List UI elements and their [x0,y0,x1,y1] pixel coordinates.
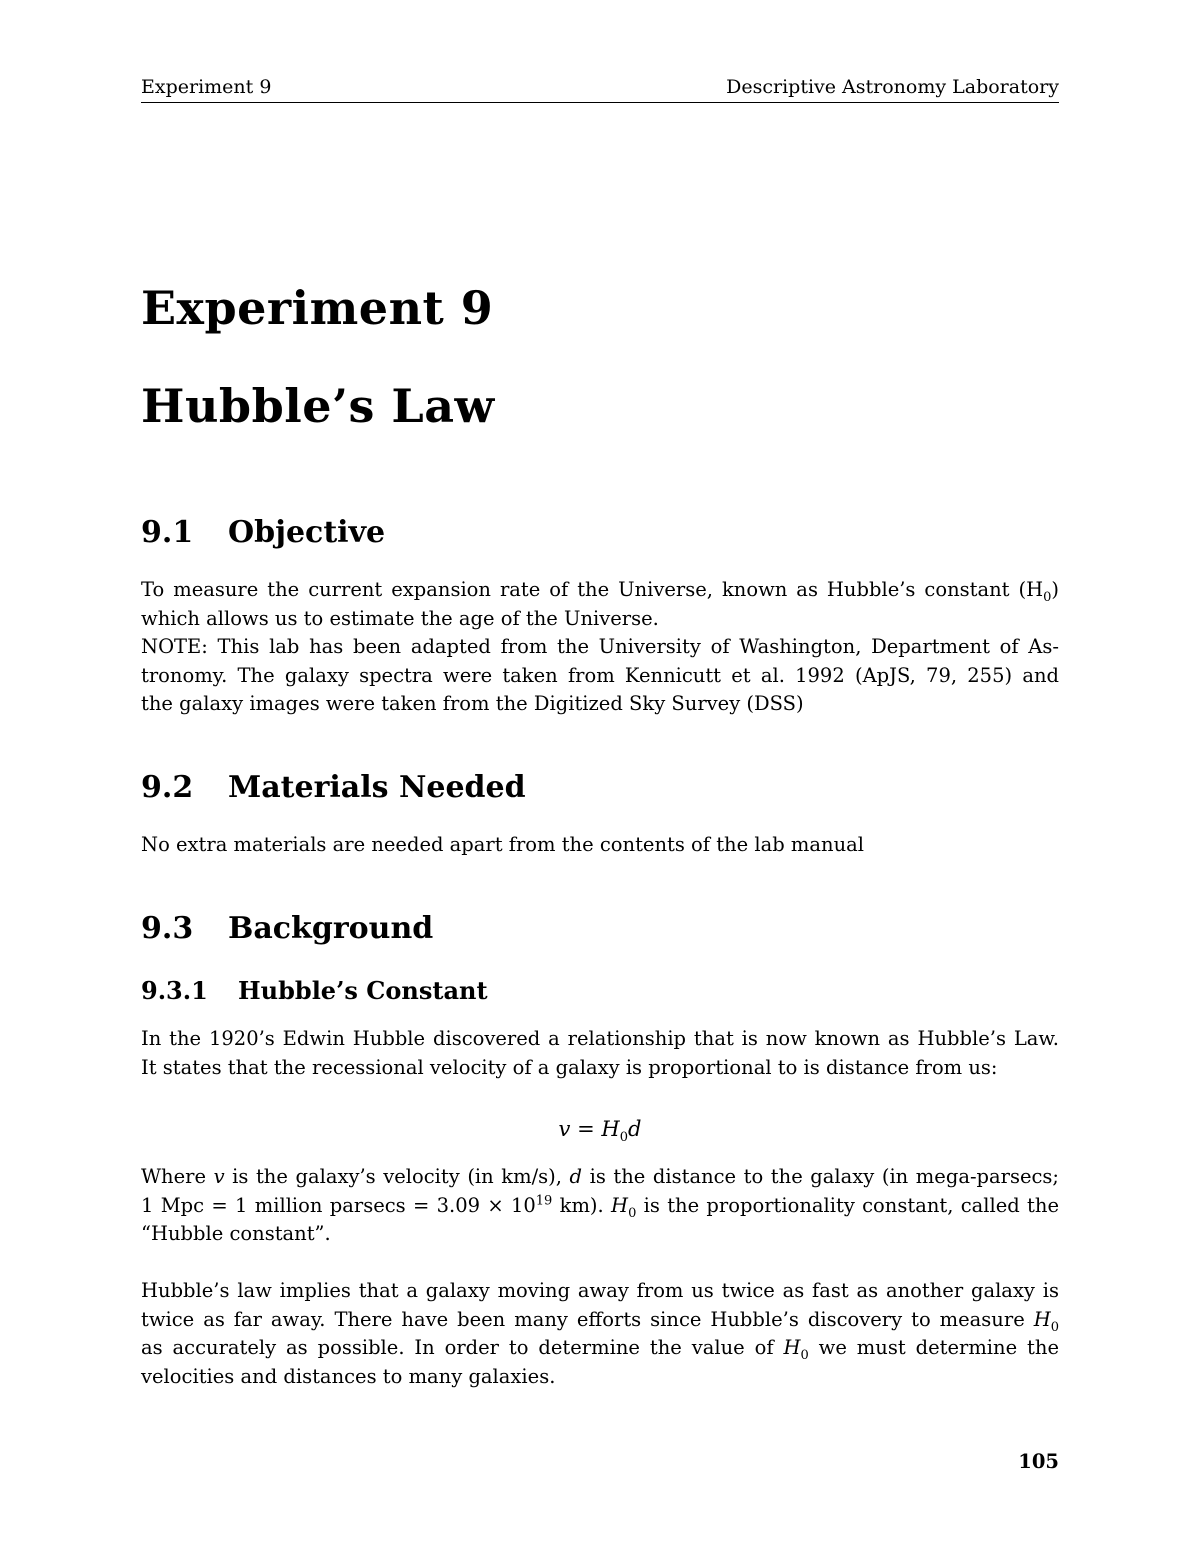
paragraph-line: which allows us to estimate the age of the Universe. [141,606,659,630]
section-number: 9.1 [141,515,194,550]
header-right: Descriptive Astronomy Laboratory [726,76,1059,98]
section-number: 9.3 [141,911,194,946]
hubble-law-equation: $v = H_0d$ [558,1117,642,1146]
section-title: Background [228,911,434,946]
section-heading-materials [141,769,526,807]
paragraph-line: the galaxy images were taken from the Digitized Sky Survey (DSS) [141,692,804,715]
chapter-title: Hubble’s Law [141,379,495,433]
paragraph-line: as accurately as possible. In order to determine the value of $H_0$ we must determine the [141,1336,1059,1363]
running-header [141,74,1059,103]
paragraph-line: 1 Mpc = 1 million $parsecs = 3.09 \times 10^{19}$ km). $H_0$ is the proportionality constant, called the [141,1193,1059,1221]
chapter-label: Experiment 9 [141,281,494,335]
paragraph-line: In the 1920’s Edwin Hubble discovered a relationship that is now known as Hubble’s Law. [141,1027,1059,1050]
document-page [141,0,1059,1553]
paragraph-line: twice as far away. There have been many efforts since Hubble’s discovery to measure $H_0$ [141,1307,1059,1335]
paragraph-line: NOTE: This lab has been adapted from the University of Washington, Department of As- [141,635,1059,658]
paragraph-line: “Hubble constant”. [141,1222,331,1245]
paragraph-line: It states that the recessional velocity of a galaxy is proportional to is distance from us: [141,1055,998,1079]
section-heading-objective [141,514,385,552]
section-heading-background [141,910,433,948]
section-number: 9.2 [141,770,194,805]
page-number: 105 [1018,1450,1059,1473]
paragraph-line: To measure the current expansion rate of the Universe, known as Hubble’s constant $(H_0)$ [141,578,1059,605]
section-title: Materials Needed [228,770,526,805]
subsection-heading-hubbles-constant [141,976,488,1006]
header-left: Experiment 9 [141,76,272,98]
paragraph-line: velocities and distances to many galaxies. [141,1364,556,1388]
paragraph-line: Hubble’s law implies that a galaxy moving away from us twice as fast as another galaxy is [141,1279,1059,1302]
subsection-title: Hubble’s Constant [238,976,488,1005]
hubble-intro-paragraph [141,1025,1059,1082]
paragraph-line: Where v is the galaxy’s velocity (in km/s), d is the distance to the galaxy (in mega-parsecs; [141,1165,1060,1188]
section-title: Objective [228,515,386,550]
paragraph-line: tronomy. The galaxy spectra were taken from Kennicutt et al. 1992 (ApJS, 79, 255) and [141,663,1059,687]
paragraph-line: No extra materials are needed apart from the contents of the lab manual [141,833,864,856]
implication-paragraph [141,1277,1059,1391]
subsection-number: 9.3.1 [141,976,208,1005]
materials-paragraph [141,831,1059,860]
where-paragraph [141,1163,1059,1249]
objective-paragraph [141,576,1059,719]
